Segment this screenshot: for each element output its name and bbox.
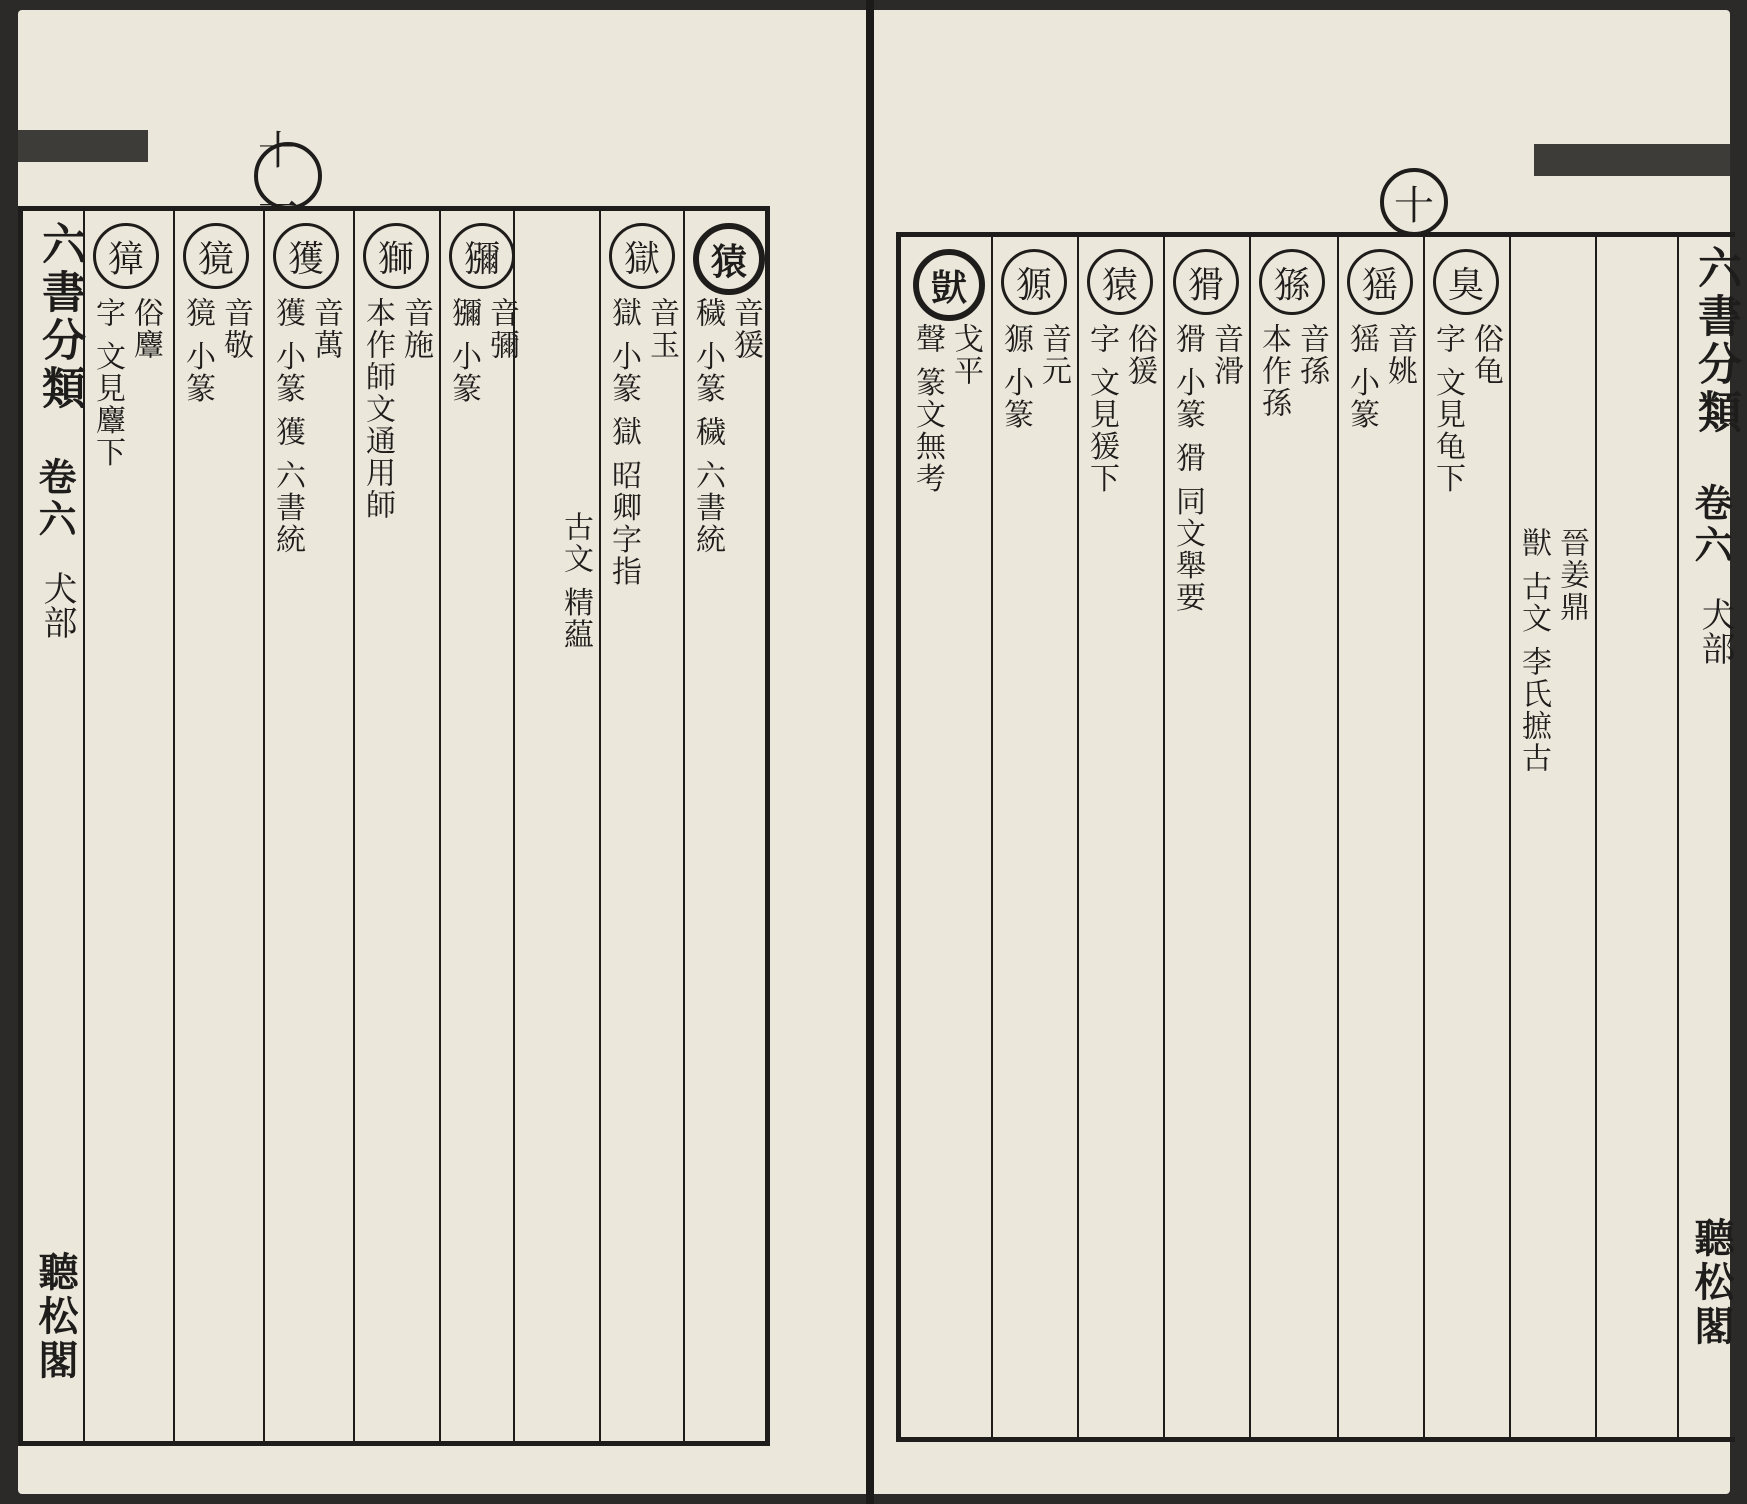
book-title: 六書分類 [1690, 245, 1741, 437]
ink-smear [1534, 144, 1730, 176]
folio-number: 十一 [254, 142, 322, 210]
entry [353, 211, 441, 1441]
publisher-label: 聽松閣 [1688, 1217, 1735, 1349]
entry [599, 211, 687, 1441]
entry-seal-forms: 獄 小篆 獄 昭卿字指 [606, 297, 641, 588]
entry-seal-forms: 猾 小篆 猾 同文舉要 [1170, 323, 1205, 614]
volume-label: 卷六 [32, 457, 77, 541]
headword-circle: 猿 [693, 223, 765, 295]
entry-reading: 音敬 [218, 297, 253, 361]
entry-reading: 戈平 [948, 323, 983, 387]
entry [173, 211, 261, 1441]
entry [1249, 237, 1337, 1437]
section-label: 犬部 [1695, 597, 1735, 665]
entry-reading: 音彌 [484, 297, 519, 361]
entry-seal-forms: 獲 小篆 獲 六書統 [270, 297, 305, 556]
entry-reading: 俗猨 [1122, 323, 1157, 387]
entry [439, 211, 527, 1441]
book-title: 六書分類 [34, 221, 85, 413]
text-frame [896, 232, 1741, 1442]
entry [1423, 237, 1511, 1437]
entry [1163, 237, 1251, 1437]
entry-seal-forms: 獂 小篆 [998, 323, 1033, 431]
entry-reading: 音萬 [308, 297, 343, 361]
entry-seal-forms: 獣 古文 李氏摭古 [1516, 527, 1551, 775]
entry [1509, 237, 1597, 1437]
entry-note: 本作師文通用師 [360, 297, 395, 521]
headword-circle: 猿 [1087, 249, 1153, 315]
entry-source: 晉姜鼎 [1554, 527, 1589, 623]
book-spine [866, 0, 874, 1504]
section-label: 犬部 [37, 571, 77, 639]
entry-seal-forms: 穢 小篆 穢 六書統 [690, 297, 725, 556]
headword-circle: 獄 [609, 223, 675, 289]
entry-note: 聲 篆文無考 [910, 323, 945, 495]
headword-circle: 猺 [1347, 249, 1413, 315]
entry [903, 237, 991, 1437]
entry [263, 211, 351, 1441]
entry-reading: 音孫 [1294, 323, 1329, 387]
entry-reading: 音玉 [644, 297, 679, 361]
entry [1077, 237, 1165, 1437]
headword-circle: 獍 [183, 223, 249, 289]
entry-reading: 俗麞 [128, 297, 163, 361]
publisher-label: 聽松閣 [32, 1251, 79, 1383]
entry [83, 211, 171, 1441]
entry-seal-forms: 獼 小篆 [446, 297, 481, 405]
entry [991, 237, 1079, 1437]
entry-note: 字 文見猨下 [1084, 323, 1119, 495]
entry-reading: 音施 [398, 297, 433, 361]
entry-seal-forms: 猺 小篆 [1344, 323, 1379, 431]
headword-circle: 獃 [913, 249, 985, 321]
entry-seal-forms: 獍 小篆 [180, 297, 215, 405]
entry-note: 古文 精藴 [558, 511, 593, 651]
headword-circle: 獅 [363, 223, 429, 289]
headword-circle: 獲 [273, 223, 339, 289]
entry-note: 本作孫 [1256, 323, 1291, 419]
headword-circle: 獂 [1001, 249, 1067, 315]
entry-note: 字 文見麞下 [90, 297, 125, 469]
text-frame [18, 206, 770, 1446]
headword-circle: 獼 [449, 223, 515, 289]
entry [1337, 237, 1425, 1437]
volume-label: 卷六 [1688, 483, 1733, 567]
entry-reading: 音猨 [728, 297, 763, 361]
folio-number: 十 [1380, 168, 1448, 236]
ink-smear [18, 130, 148, 162]
right-page [874, 10, 1741, 1494]
entry-reading: 音姚 [1382, 323, 1417, 387]
entry-reading: 俗龟 [1468, 323, 1503, 387]
left-page [18, 10, 866, 1494]
entry-note: 字 文見龟下 [1430, 323, 1465, 495]
entry-reading: 音滑 [1208, 323, 1243, 387]
entry [683, 211, 771, 1441]
headword-circle: 猾 [1173, 249, 1239, 315]
headword-circle: 獐 [93, 223, 159, 289]
headword-circle: 臭 [1433, 249, 1499, 315]
entry-reading: 音元 [1036, 323, 1071, 387]
headword-circle: 猻 [1259, 249, 1325, 315]
